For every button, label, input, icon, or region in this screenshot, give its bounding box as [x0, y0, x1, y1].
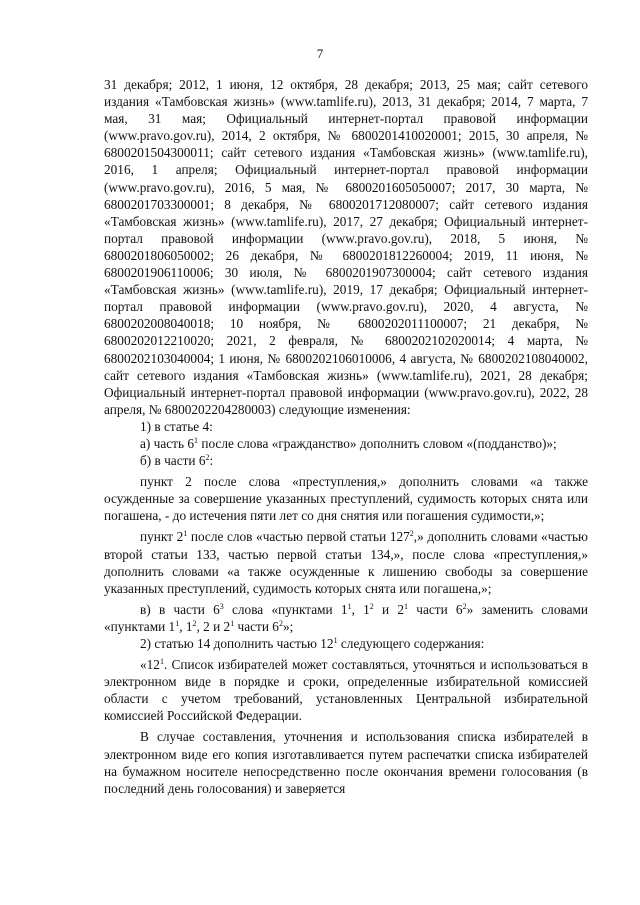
- item-1b-point-2-1: [104, 528, 588, 596]
- item-2-rest: следующего содержания:: [337, 636, 485, 651]
- page-number: 7: [316, 46, 324, 61]
- item-1a-rest: после слова «гражданство» дополнить словом «(подданство)»;: [198, 435, 557, 451]
- item-1v-t2: слова «пунктами 1: [223, 601, 348, 617]
- item-1v-t9: части 6: [234, 618, 279, 634]
- item-1v-s2: 1: [347, 601, 352, 611]
- item-2-sup: 1: [333, 636, 338, 645]
- item-1v-s1: 3: [219, 601, 224, 611]
- item-1a-sup: 1: [194, 435, 198, 445]
- item-1v-s9: 2: [278, 618, 283, 628]
- item-1v-t6: » заменить словами «пунктами 1: [104, 601, 589, 634]
- item-1v-s7: 2: [192, 618, 197, 628]
- item-1b-p21-rest: ,» дополнить словами «частью второй статьи 133, частью первой статьи 134,», после слова «преступления,» дополнить словами «а также осужденные к лишению свободы за совершение указанных преступлений, судимость которых снята или погашена,»;: [104, 529, 588, 596]
- item-1v-s6: 1: [175, 618, 180, 628]
- document-body: [104, 76, 588, 797]
- item-1-title: 1) в статье 4:: [140, 418, 213, 434]
- item-1v-s3: 2: [369, 601, 374, 611]
- item-1b-p21-mid: после слов «частью первой статьи 127: [187, 529, 410, 545]
- item-1a-text: а) часть 6: [140, 435, 194, 451]
- item-1v-t8: , 2 и 2: [196, 618, 231, 634]
- item-1b-p21-sup2: 2: [409, 529, 414, 539]
- quote-1-sup: 1: [159, 657, 164, 667]
- quote-1-rest: . Список избирателей может составляться, уточняться и использоваться в электронном виде в порядке и сроки, определенные избирательной комиссией области с учетом требований, установленных Центральной избирательной комиссией Российской Федерации.: [104, 657, 588, 724]
- item-1a: [104, 435, 588, 452]
- quoted-paragraph-1: [104, 656, 588, 724]
- intro-paragraph: 31 декабря; 2012, 1 июня, 12 октября, 28 декабря; 2013, 25 мая; сайт сетевого издания «Тамбовская жизнь» (www.tamlife.ru), 2013, 31 декабря; 2014, 7 марта, 7 мая, 31 мая; Официальный интернет-портал правовой информации (www.pravo.gov.ru), 2014, 2 октября, № 6800201410020001; 2015, 30 апреля, № 6800201504300011; сайт сетевого издания «Тамбовская жизнь» (www.tamlife.ru), 2016, 1 апреля; Официальный интернет-портал правовой информации (www.pravo.gov.ru), 2016, 5 мая, № 6800201605050007; 2017, 30 марта, № 6800201703300001; 8 декабря, № 6800201712080007; сайт сетевого издания «Тамбовская жизнь» (www.tamlife.ru), 2017, 27 декабря; Официальный интернет-портал правовой информации (www.pravo.gov.ru), 2018, 5 июня, № 6800201806050002; 26 декабря, № 6800201812260004; 2019, 11 июня, № 6800201906110006; 30 июля, № 6800201907300004; сайт сетевого издания «Тамбовская жизнь» (www.tamlife.ru), 2019, 17 декабря; Официальный интернет-портал правовой информации (www.pravo.gov.ru), 2020, 4 августа, № 6800202008040018; 10 ноября, № 6800202011100007; 21 декабря, № 6800202012210020; 2021, 2 февраля, № 6800202102020014; 4 марта, № 6800202103040004; 1 июня, № 6800202106010006, 4 августа, № 6800202108040002, сайт сетевого издания «Тамбовская жизнь» (www.tamlife.ru), 2021, 28 декабря; Официальный интернет-портал правовой информации (www.pravo.gov.ru), 2022, 28 апреля, № 6800202204280003) следующие изменения:: [104, 77, 588, 417]
- item-1v-t7: , 1: [179, 618, 193, 634]
- item-1b: [104, 452, 588, 469]
- item-1b-p21-text: пункт 2: [140, 529, 184, 545]
- item-1v: [104, 601, 588, 635]
- item-1v-t4: и 2: [373, 601, 405, 617]
- item-1v-t1: в) в части 6: [140, 601, 220, 617]
- item-1v-t5: части 6: [408, 601, 463, 617]
- item-1b-p21-sup1: 1: [183, 529, 188, 539]
- item-1v-t10: »;: [282, 618, 294, 634]
- item-2-text: 2) статью 14 дополнить частью 12: [140, 636, 334, 651]
- item-1b-text: б) в части 6: [140, 453, 206, 469]
- item-1v-s8: 1: [230, 618, 235, 628]
- quote-1-text: «12: [140, 657, 160, 673]
- item-1v-t3: , 1: [351, 601, 370, 617]
- item-1v-s4: 1: [404, 601, 409, 611]
- item-1b-rest: :: [209, 453, 214, 469]
- quoted-paragraph-2: В случае составления, уточнения и использования списка избирателей в электронном виде его копия изготавливается путем распечатки списка избирателей на бумажном носителе непосредственно после окончания времени голосования (в последний день голосования) и заверяется: [104, 729, 588, 796]
- item-1b-sup: 2: [205, 453, 210, 463]
- item-1b-point-2: пункт 2 после слова «преступления,» дополнить словами «а также осужденные за совершение указанных преступлений, судимость которых снята или погашена, - до истечения пяти лет со дня снятия или погашения судимости,»;: [104, 474, 588, 524]
- item-1v-s5: 2: [462, 601, 467, 611]
- item-2: [104, 635, 588, 652]
